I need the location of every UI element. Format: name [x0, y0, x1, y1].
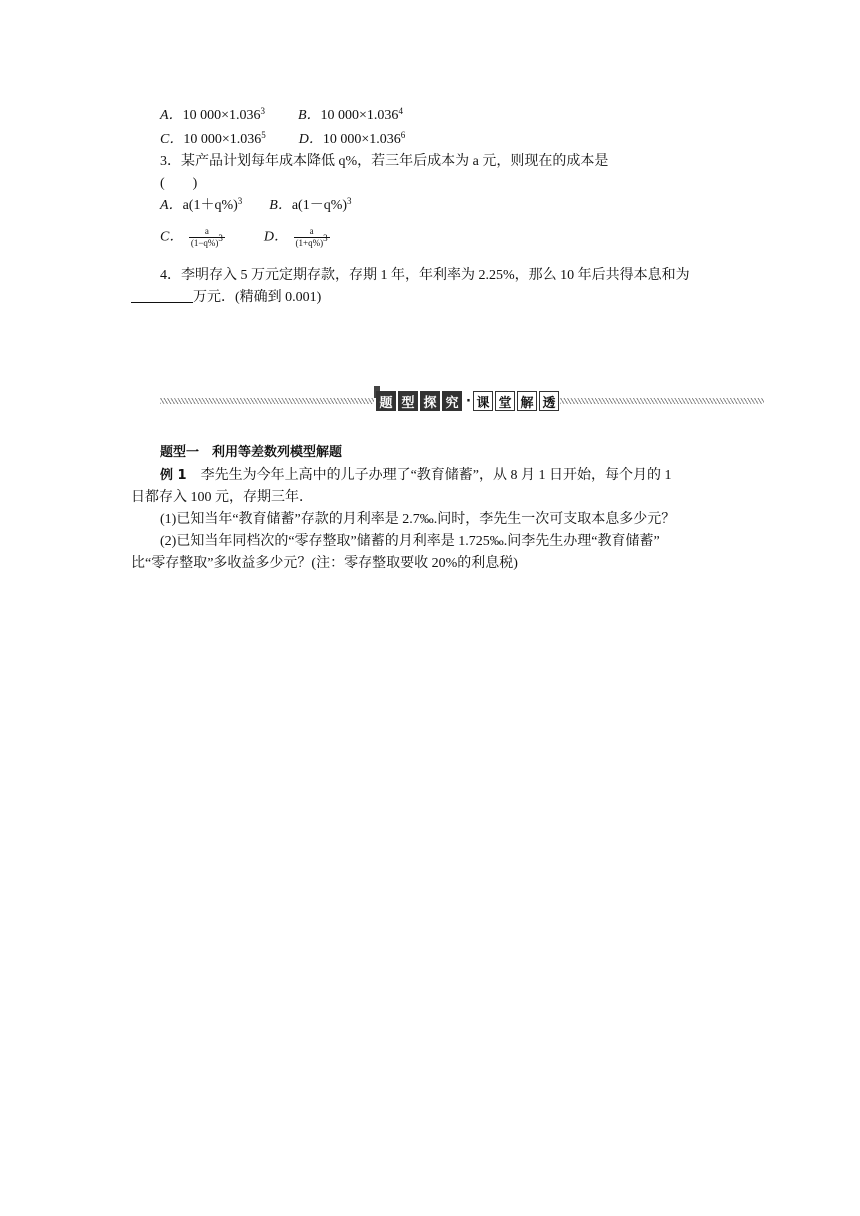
q2-option-c-exponent: 5 [261, 130, 266, 140]
q4-line2 [131, 288, 321, 308]
q3-option-b-exponent: 3 [347, 196, 352, 206]
q3-option-d-denominator-text: (1+q%) [295, 238, 324, 248]
q3-option-d-denominator [294, 233, 330, 249]
q2-option-d-label: D． [298, 132, 323, 147]
banner-char-1: 题 [376, 391, 396, 411]
q2-option-a-text: 10 000×1.036 [182, 108, 261, 123]
q3-option-c-fraction [189, 226, 225, 249]
banner-char-4: 究 [442, 391, 462, 411]
section-heading: 题型一 利用等差数列模型解题 [160, 445, 343, 460]
banner-char-7: 解 [517, 391, 537, 411]
example-label: 例 1 [160, 468, 187, 483]
banner-hatch-right [560, 398, 764, 404]
q3-option-d-fraction [294, 226, 330, 249]
q3-option-row-ab [160, 196, 352, 216]
q3-option-c-denominator [189, 233, 225, 249]
section-banner [160, 386, 764, 416]
q3-option-row-cd [160, 226, 332, 249]
q4-answer-blank [131, 288, 193, 303]
q2-option-b-label: B． [297, 108, 321, 123]
q2-option-b-exponent: 4 [398, 106, 403, 116]
q2-option-row-cd [160, 130, 405, 150]
q3-option-d-label: D． [263, 229, 289, 245]
banner-char-5: 课 [473, 391, 493, 411]
q2-option-b-text: 10 000×1.036 [320, 108, 399, 123]
q4-line2-suffix: 万元．(精确到 0.001) [193, 290, 322, 305]
q3-option-c-label: C． [160, 229, 184, 245]
q3-option-a-text: a(1＋q%) [182, 198, 238, 213]
q3-option-c-exponent: 3 [218, 233, 223, 243]
q3-option-d-exponent: 3 [323, 233, 328, 243]
banner-title [376, 390, 561, 412]
example-part1: (1)已知当年“教育储蓄”存款的月利率是 2.7‰.问时，李先生一次可支取本息多少元？ [160, 512, 676, 527]
q3-option-a-label: A． [160, 198, 183, 213]
banner-dot: · [466, 393, 471, 409]
example-line1-text: 李先生为今年上高中的儿子办理了“教育储蓄”，从 8 月 1 日开始，每个月的 1 [186, 468, 672, 483]
q2-option-c-text: 10 000×1.036 [183, 132, 262, 147]
example-line1 [160, 466, 672, 486]
example-part2-line2: 比“零存整取”多收益多少元？(注：零存整取要收 20%的利息税) [131, 556, 518, 571]
q2-option-c-label: C． [160, 132, 184, 147]
q2-option-d-text: 10 000×1.036 [322, 132, 401, 147]
q3-option-d-numerator: a [309, 226, 314, 236]
q2-option-d-exponent: 6 [400, 130, 406, 140]
q3-option-c-numerator: a [204, 226, 209, 236]
q3-option-a-exponent: 3 [237, 196, 243, 206]
banner-char-8: 透 [539, 391, 559, 411]
q3-option-b-text: a(1－q%) [291, 198, 348, 213]
q4-line1: 4．李明存入 5 万元定期存款，存期 1 年，年利率为 2.25%，那么 10 年后共得本息和为 [160, 268, 690, 283]
q2-option-a-exponent: 3 [260, 106, 265, 116]
banner-char-2: 型 [398, 391, 418, 411]
banner-hatch-left [160, 398, 374, 404]
q3-option-c-denominator-text: (1−q%) [190, 238, 219, 248]
q2-option-row-ab [160, 106, 403, 126]
q3-stem: 3．某产品计划每年成本降低 q%，若三年后成本为 a 元，则现在的成本是 [160, 154, 609, 169]
banner-char-6: 堂 [495, 391, 515, 411]
q3-answer-paren: ( ) [160, 176, 198, 191]
example-line2: 日都存入 100 元，存期三年． [131, 490, 313, 505]
q2-option-a-label: A． [160, 108, 183, 123]
banner-char-3: 探 [420, 391, 440, 411]
q3-option-b-label: B． [269, 198, 292, 213]
example-part2-line1: (2)已知当年同档次的“零存整取”储蓄的月利率是 1.725‰.问李先生办理“教育储蓄” [160, 534, 660, 549]
